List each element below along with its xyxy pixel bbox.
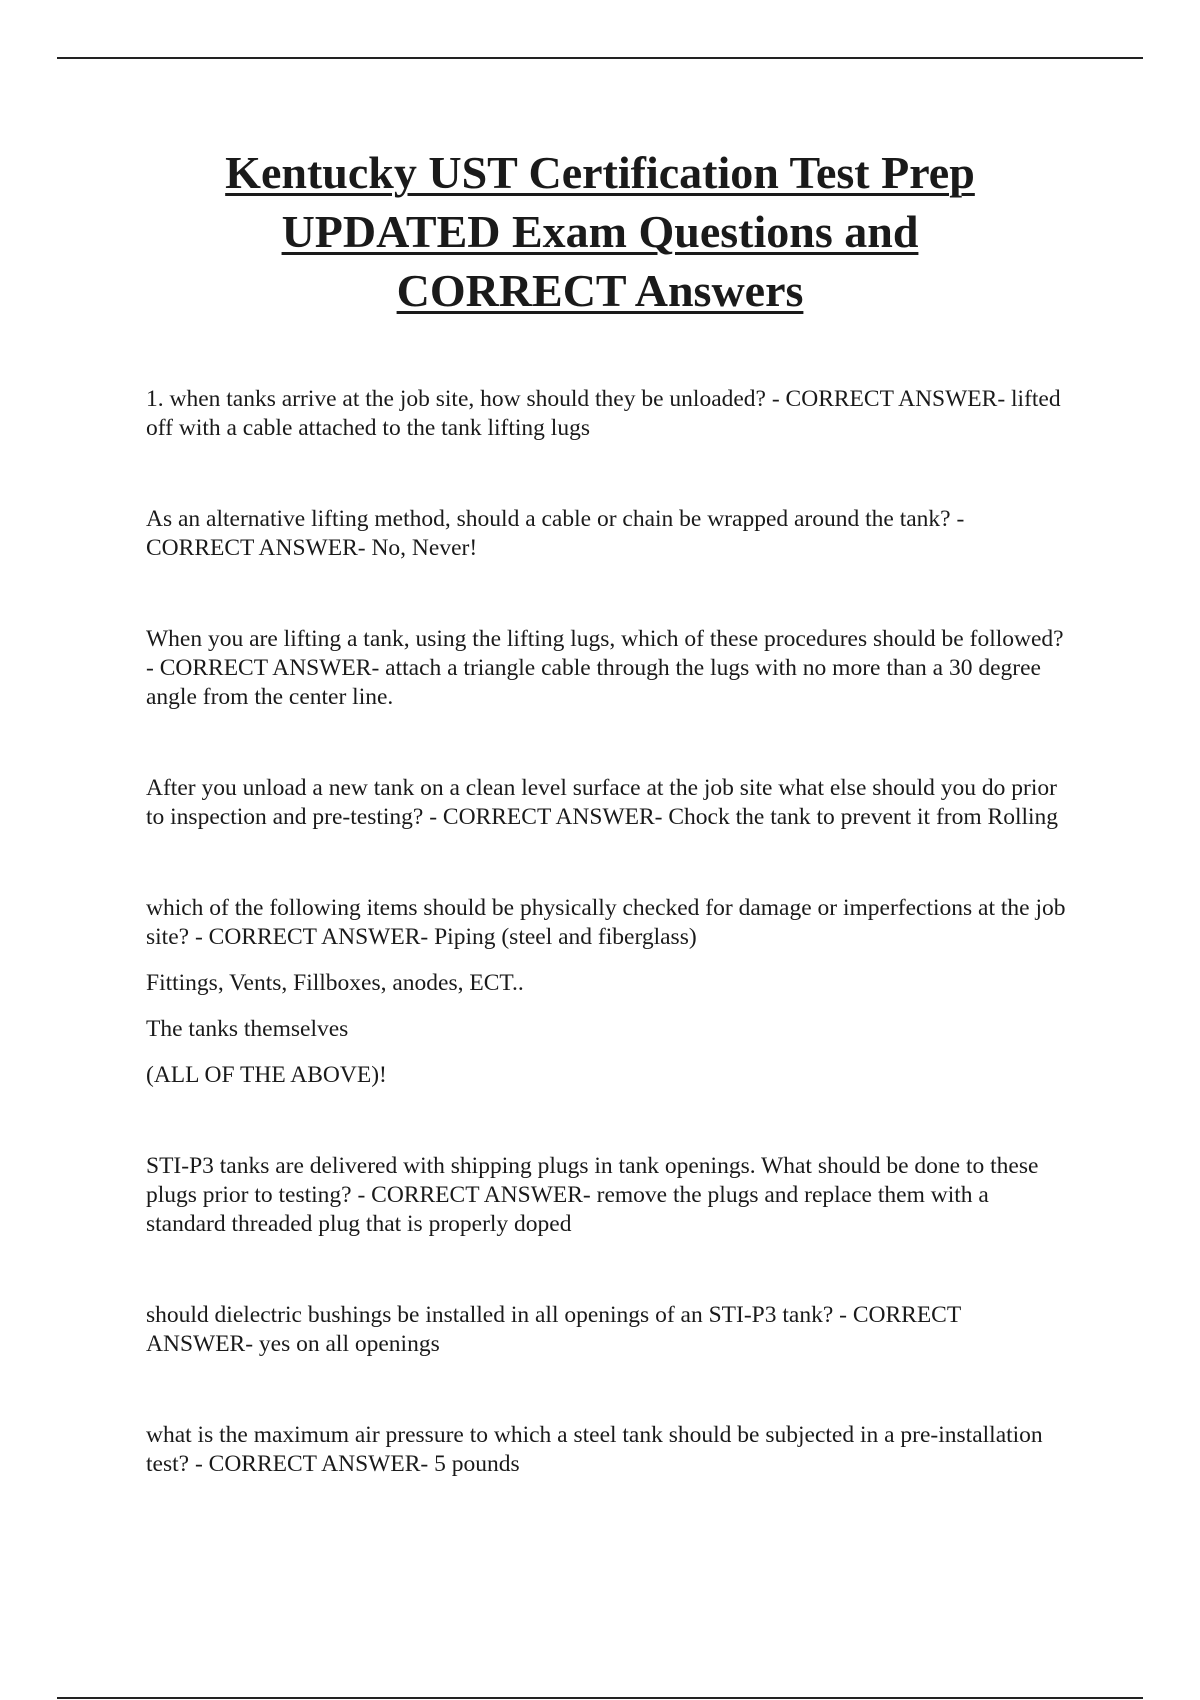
header-rule [57,57,1143,59]
qa-item-2 [146,505,1066,563]
document-body [146,385,1066,1541]
title-line-3: CORRECT Answers [396,265,804,316]
qa-item-8 [146,1421,1066,1479]
footer-rule [57,1697,1143,1699]
qa-item-3 [146,625,1066,712]
qa-text: STI-P3 tanks are delivered with shipping plugs in tank openings. What should be done to these plugs prior to testing? - CORRECT ANSWER- remove the plugs and replace them with a standard threaded plug that is properly doped [146,1153,1039,1237]
qa-item-1 [146,385,1066,443]
qa-item-7 [146,1301,1066,1359]
qa-extra-line: The tanks themselves [146,1016,349,1042]
qa-extra-line: (ALL OF THE ABOVE)! [146,1062,387,1088]
qa-text: what is the maximum air pressure to which a steel tank should be subjected in a pre-installation test? - CORRECT ANSWER- 5 pounds [146,1422,1043,1477]
title-line-2: UPDATED Exam Questions and [281,206,919,257]
qa-text: After you unload a new tank on a clean level surface at the job site what else should you do prior to inspection and pre-testing? - CORRECT ANSWER- Chock the tank to prevent it from Rolling [146,775,1059,830]
title-line-1: Kentucky UST Certification Test Prep [225,147,975,198]
qa-extra-line: Fittings, Vents, Fillboxes, anodes, ECT.. [146,970,524,996]
qa-text: 1. when tanks arrive at the job site, how should they be unloaded? - CORRECT ANSWER- lifted off with a cable attached to the tank lifting lugs [146,386,1061,441]
qa-text: When you are lifting a tank, using the lifting lugs, which of these procedures should be followed? - CORRECT ANSWER- attach a triangle cable through the lugs with no more than a 30 degree angle from the center line. [146,626,1064,710]
document-title [120,143,1080,320]
qa-item-5 [146,894,1066,1090]
qa-text: which of the following items should be physically checked for damage or imperfections at the job site? - CORRECT ANSWER- Piping (steel and fiberglass) [146,895,1066,950]
qa-text: should dielectric bushings be installed in all openings of an STI-P3 tank? - CORRECT ANSWER- yes on all openings [146,1302,961,1357]
qa-text: As an alternative lifting method, should a cable or chain be wrapped around the tank? - CORRECT ANSWER- No, Never! [146,506,965,561]
qa-item-6 [146,1152,1066,1239]
qa-item-4 [146,774,1066,832]
